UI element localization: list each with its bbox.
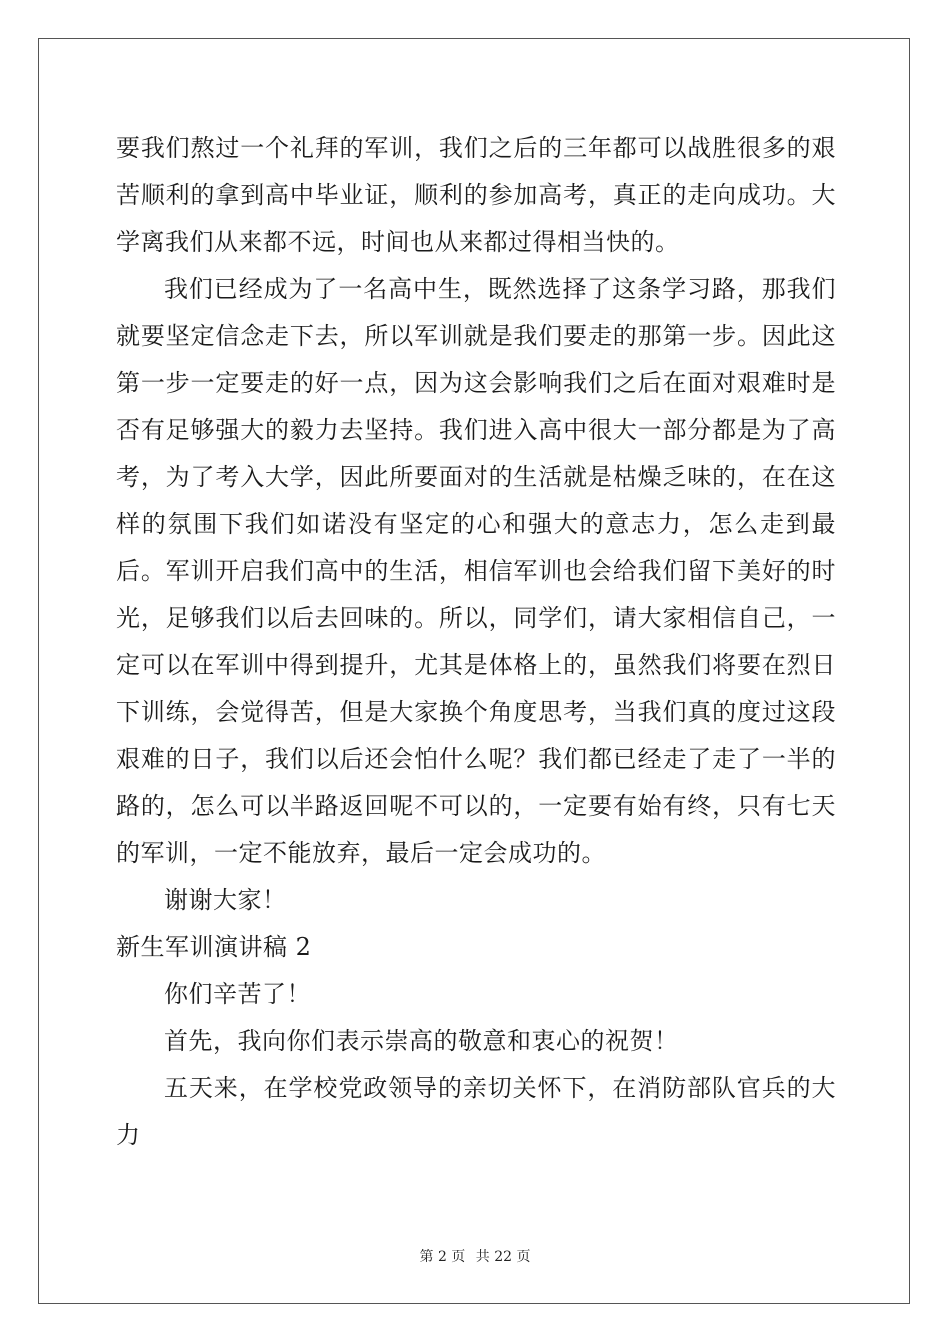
paragraph-2: 我们已经成为了一名高中生，既然选择了这条学习路，那我们就要坚定信念走下去，所以军训就是我们要走的那第一步。因此这第一步一定要走的好一点，因为这会影响我们之后在面对艰难时是否有足够强大的毅力去坚持。我们进入高中很大一部分都是为了高考，为了考入大学，因此所要面对的生活就是枯燥乏味的，在在这样的氛围下我们如诺没有坚定的心和强大的意志力，怎么走到最后。军训开启我们高中的生活，相信军训也会给我们留下美好的时光，足够我们以后去回味的。所以，同学们，请大家相信自己，一定可以在军训中得到提升，尤其是体格上的，虽然我们将要在烈日下训练，会觉得苦，但是大家换个角度思考，当我们真的度过这段艰难的日子，我们以后还会怕什么呢？我们都已经走了走了一半的路的，怎么可以半路返回呢不可以的，一定要有始有终，只有七天的军训，一定不能放弃，最后一定会成功的。: [116, 275, 836, 867]
document-body: [116, 125, 836, 1159]
paragraph-respect: 首先，我向你们表示崇高的敬意和衷心的祝贺！: [164, 1027, 679, 1055]
paragraph-five-days: 五天来，在学校党政领导的亲切关怀下，在消防部队官兵的大力: [116, 1074, 836, 1149]
paragraph-thanks: 谢谢大家！: [164, 886, 287, 914]
paragraph-greeting: 你们辛苦了！: [164, 980, 311, 1008]
section-heading: 新生军训演讲稿 2: [116, 933, 312, 961]
page-total: 共 22 页: [475, 1249, 531, 1265]
page-number: 第 2 页: [419, 1249, 466, 1265]
paragraph-1: 要我们熬过一个礼拜的军训，我们之后的三年都可以战胜很多的艰苦顺利的拿到高中毕业证，顺利的参加高考，真正的走向成功。大学离我们从来都不远，时间也从来都过得相当快的。: [116, 134, 836, 256]
page-footer: [0, 1246, 950, 1266]
